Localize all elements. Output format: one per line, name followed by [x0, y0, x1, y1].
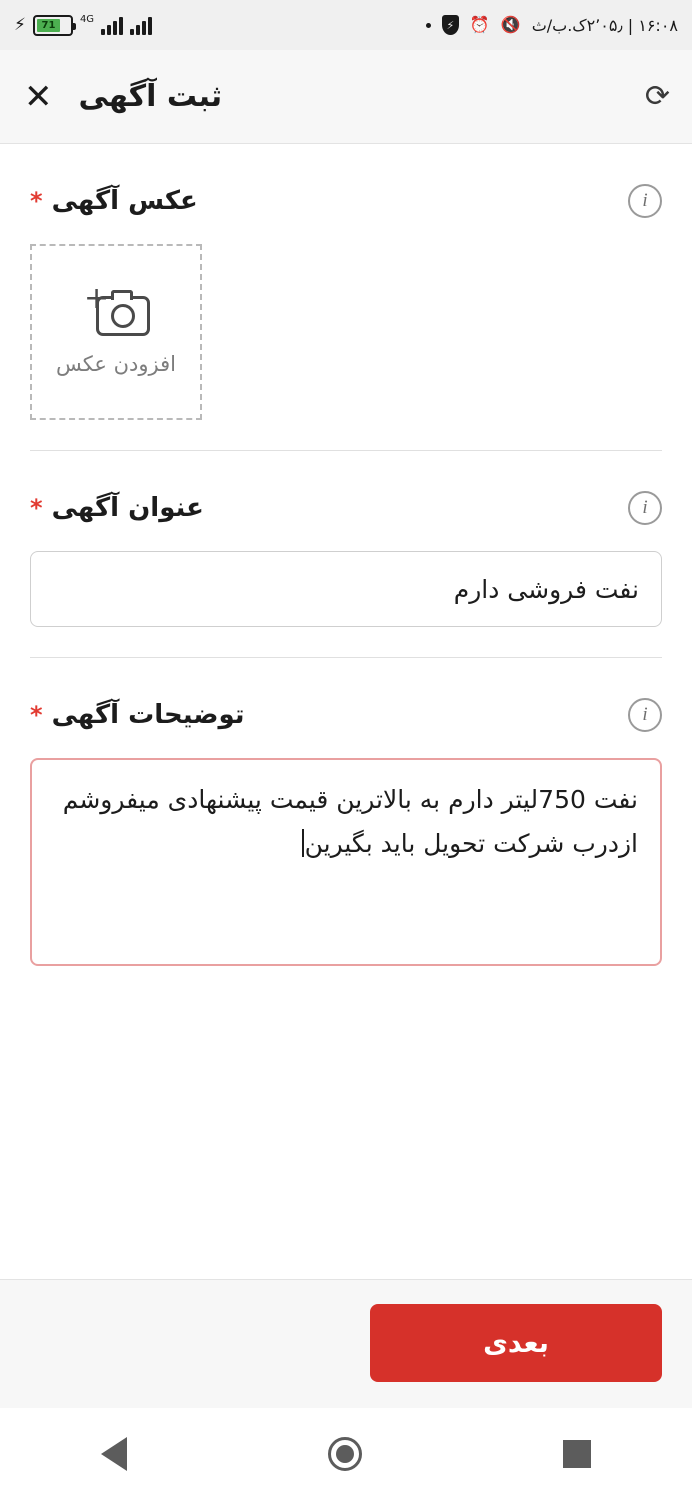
- title-label-wrap: [30, 493, 204, 523]
- system-nav-bar: [0, 1408, 692, 1500]
- recents-square-icon[interactable]: [563, 1440, 591, 1468]
- description-section-header: [30, 658, 662, 732]
- battery-fill: [37, 19, 60, 32]
- text-caret: [302, 829, 304, 857]
- title-section-header: [30, 451, 662, 525]
- shield-icon: ⚡: [442, 15, 459, 35]
- description-textarea-value: نفت 750لیتر دارم به بالاترین قیمت پیشنهادی میفروشم ازدرب شرکت تحویل باید بگیرین: [54, 785, 638, 858]
- mute-icon: 🔇: [500, 15, 521, 34]
- next-button[interactable]: بعدی: [370, 1304, 662, 1382]
- signal-bars-icon-1: [101, 15, 123, 35]
- info-icon[interactable]: i: [628, 698, 662, 732]
- title-input[interactable]: [30, 551, 662, 627]
- description-textarea[interactable]: [30, 758, 662, 966]
- camera-add-icon: [82, 281, 150, 336]
- form-content: [0, 144, 692, 1279]
- plus-icon: +: [84, 281, 110, 316]
- photo-row: [30, 218, 662, 420]
- bolt-icon: ⚡: [14, 14, 26, 35]
- photo-section: [0, 144, 692, 420]
- app-bar-right: [24, 76, 223, 117]
- add-photo-label: افزودن عکس: [56, 352, 176, 376]
- status-bar: [0, 0, 692, 50]
- network-type-label: 4G: [79, 13, 95, 25]
- title-input-value: نفت فروشی دارم: [453, 574, 639, 604]
- battery-icon: [33, 15, 73, 36]
- bottom-action-bar: [0, 1279, 692, 1408]
- app-bar: [0, 50, 692, 144]
- photo-section-header: [30, 144, 662, 218]
- photo-required-mark: *: [30, 187, 43, 215]
- battery-percent-label: 71: [41, 19, 56, 31]
- description-label-wrap: [30, 700, 245, 730]
- add-photo-button[interactable]: [30, 244, 202, 420]
- close-icon[interactable]: ✕: [24, 76, 53, 117]
- page-title: ثبت آگهی: [78, 79, 223, 114]
- dot-icon: [426, 23, 431, 28]
- title-section: [0, 451, 692, 627]
- status-bar-right: [426, 15, 678, 35]
- home-circle-icon[interactable]: [328, 1437, 362, 1471]
- photo-label-wrap: [30, 186, 198, 216]
- description-field-label: توضیحات آگهی: [51, 700, 245, 730]
- title-required-mark: *: [30, 494, 43, 522]
- back-triangle-icon[interactable]: [101, 1437, 127, 1471]
- description-required-mark: *: [30, 701, 43, 729]
- title-field-label: عنوان آگهی: [51, 493, 204, 523]
- status-bar-left: [14, 15, 152, 36]
- info-icon[interactable]: i: [628, 491, 662, 525]
- refresh-icon[interactable]: ⟳: [644, 78, 670, 114]
- info-icon[interactable]: i: [628, 184, 662, 218]
- signal-bars-icon-2: [130, 15, 152, 35]
- alarm-icon: ⏰: [469, 15, 490, 34]
- description-section: [0, 658, 692, 966]
- camera-body: [96, 296, 150, 336]
- clock-label: ۱۶:۰۸ | ۲٬۰۵٫ک.ب/ث: [531, 15, 678, 35]
- photo-field-label: عکس آگهی: [51, 186, 198, 216]
